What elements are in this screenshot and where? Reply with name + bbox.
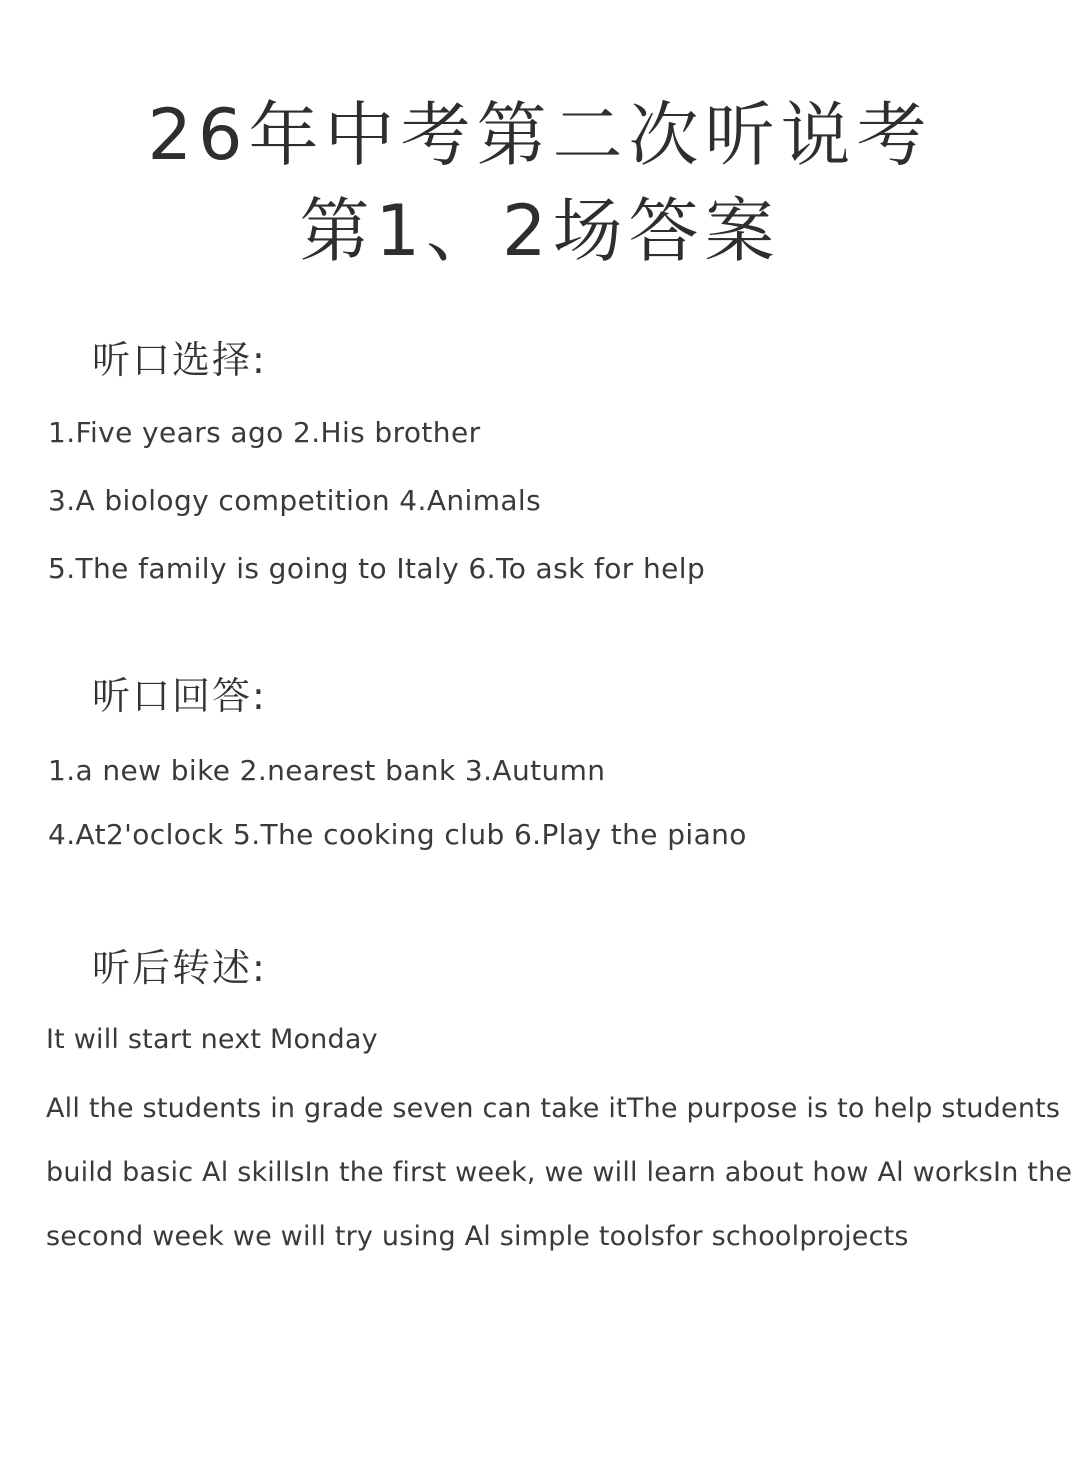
answer-line: 3.A biology competition 4.Animals xyxy=(48,484,542,517)
section-heading-listening-choice: 听口选择: xyxy=(92,338,267,382)
retelling-line: second week we will try using Al simple toolsfor schoolprojects xyxy=(46,1221,909,1252)
retelling-line: It will start next Monday xyxy=(46,1024,378,1055)
section-heading-retelling: 听后转述: xyxy=(92,946,267,990)
page-title-line-2: 第1、2场答案 xyxy=(299,190,781,272)
answer-line: 5.The family is going to Italy 6.To ask for help xyxy=(48,552,706,585)
answer-line: 4.At2'oclock 5.The cooking club 6.Play the piano xyxy=(48,818,747,851)
answer-line: 1.Five years ago 2.His brother xyxy=(48,416,481,449)
retelling-line: All the students in grade seven can take itThe purpose is to help students xyxy=(46,1093,1061,1124)
answer-line: 1.a new bike 2.nearest bank 3.Autumn xyxy=(48,754,606,787)
page-title-line-1: 26年中考第二次听说考 xyxy=(147,94,933,176)
retelling-line: build basic Al skillsIn the first week, we will learn about how Al worksIn the xyxy=(46,1157,1073,1188)
section-heading-listening-answer: 听口回答: xyxy=(92,674,267,718)
